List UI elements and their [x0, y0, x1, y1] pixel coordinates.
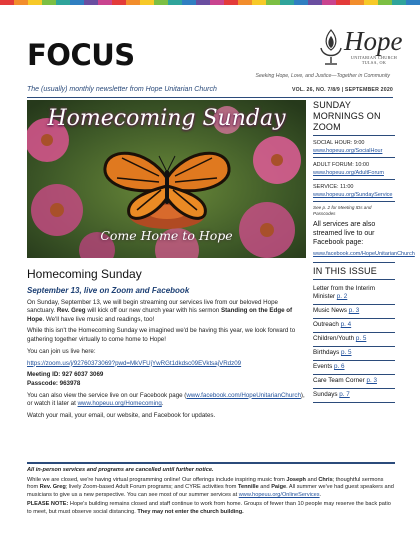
stripe-segment [238, 0, 252, 5]
subtitle-row [27, 86, 393, 98]
divider [313, 279, 395, 280]
issue-item [313, 361, 395, 375]
sidebar-facebook-link[interactable]: www.facebook.com/HopeUnitarianChurch [313, 251, 415, 257]
article-body [27, 286, 306, 424]
issue-item-page-link[interactable]: p. 4 [340, 321, 352, 328]
stripe-segment [364, 0, 378, 5]
notice-box [27, 462, 395, 540]
hero-subtitle: Come Home to Hope [100, 228, 233, 243]
issue-item-label: Care Team Corner [313, 377, 365, 384]
issue-item-page-link[interactable]: p. 6 [334, 363, 345, 370]
stripe-segment [210, 0, 224, 5]
stripe-segment [392, 0, 406, 5]
stripe-segment [308, 0, 322, 5]
rainbow-stripe [0, 0, 420, 5]
issue-item-label: Letter from the Interim Minister [313, 285, 375, 300]
issue-item [313, 375, 395, 389]
article-paragraph: You can join us live here: [27, 347, 96, 355]
stripe-segment [168, 0, 182, 5]
divider [313, 262, 395, 263]
stripe-segment [196, 0, 210, 5]
article-paragraph: Watch your mail, your email, our website, and Facebook for updates. [27, 411, 216, 419]
issue-item-label: Outreach [313, 321, 339, 328]
notice-paragraph: PLEASE NOTE: Hope's building remains closed and staff continue to work from home. Groups of fewer than 10 people may reserve the back patio to meet, but must observe social distancing. They may not enter the church building. [27, 501, 391, 515]
stripe-segment [70, 0, 84, 5]
hero-title: Homecoming Sunday [47, 106, 286, 131]
issue-item-label: Birthdays [313, 349, 340, 356]
issue-item-page-link[interactable]: p. 2 [336, 293, 348, 300]
stripe-segment [182, 0, 196, 5]
service-link[interactable]: www.hopeuu.org/SundayService [313, 192, 393, 198]
issue-item-label: Sundays [313, 391, 338, 398]
notice-paragraph: While we are closed, we're having virtual programming online! Our offerings include inspiring music from Joseph and Chris; thoughtful sermons from Rev. Greg; lively Zoom-based Adult Forum programs; and CYRE activities from Tennille and Paige. All summer we've had guest speakers and musicians to give us a new perspective. You can see most of our summer services at www.hopeuu.org/OnlineServices. [27, 476, 394, 498]
stripe-segment [294, 0, 308, 5]
stripe-segment [350, 0, 364, 5]
newsletter-subtitle: The (usually) monthly newsletter from Hope Unitarian Church [27, 86, 217, 93]
divider [313, 179, 395, 180]
issue-item-label: Music News [313, 307, 347, 314]
service-time: SERVICE: 11:00 [313, 184, 354, 190]
stripe-segment [84, 0, 98, 5]
divider [313, 135, 395, 136]
issue-item [313, 389, 395, 403]
stripe-segment [406, 0, 420, 5]
newsletter-title: FOCUS [27, 38, 135, 72]
article-paragraph: You can also view the service live on our Facebook page (www.facebook.com/HopeUnitarianChurch), or watch it later at www.hopeuu.org/Homecoming. [27, 391, 305, 407]
issue-item [313, 283, 395, 305]
volume-info: VOL. 26, NO. 7/8/9 | SEPTEMBER 2020 [292, 87, 393, 93]
stripe-segment [322, 0, 336, 5]
stripe-segment [42, 0, 56, 5]
issue-item [313, 333, 395, 347]
notice-lead: All in-person services and programs are cancelled until further notice. [27, 467, 214, 473]
adult-forum-time: ADULT FORUM: 10:00 [313, 162, 370, 168]
issue-item-page-link[interactable]: p. 3 [366, 377, 377, 384]
meeting-details: Meeting ID: 927 6037 3069 [27, 371, 104, 379]
stripe-segment [28, 0, 42, 5]
stripe-segment [252, 0, 266, 5]
stripe-segment [56, 0, 70, 5]
issue-item [313, 305, 395, 319]
sidebar-heading: SUNDAY MORNINGS ON ZOOM [313, 100, 381, 132]
church-logo [316, 26, 403, 72]
issue-list [313, 283, 395, 403]
stripe-segment [280, 0, 294, 5]
logo-wordmark: Hope [344, 26, 403, 56]
social-hour-link[interactable]: www.hopeuu.org/SocialHour [313, 148, 383, 154]
issue-item-label: Events [313, 363, 333, 370]
stripe-segment [14, 0, 28, 5]
stripe-segment [112, 0, 126, 5]
adult-forum-link[interactable]: www.hopeuu.org/AdultForum [313, 170, 384, 176]
logo-subtitle: UNITARIAN CHURCH TULSA, OK [350, 55, 398, 65]
hero-image [27, 100, 306, 258]
social-hour-time: SOCIAL HOUR: 9:00 [313, 140, 365, 146]
meeting-passcode: Passcode: 963978 [27, 379, 81, 387]
issue-item [313, 319, 395, 333]
stripe-segment [0, 0, 14, 5]
article-paragraph: While this isn't the Homecoming Sunday we imagined we'd be having this year, we look forward to gathering together virtually to come home to Hope! [27, 327, 296, 343]
article-paragraph: On Sunday, September 13, we will begin streaming our services live from our beloved Hope sanctuary. Rev. Greg will kick off our new church year with his sermon Standing on the Edge of Hope. We'll have live music and readings, too! [27, 299, 293, 323]
chalice-icon [316, 28, 346, 68]
stripe-segment [378, 0, 392, 5]
streamed-note: All services are also streamed live to our Facebook page: [313, 221, 376, 246]
stripe-segment [224, 0, 238, 5]
issue-item-page-link[interactable]: p. 5 [355, 335, 367, 342]
issue-item [313, 347, 395, 361]
meeting-id-note: See p. 2 for Meeting IDs and Passcodes [313, 205, 372, 216]
stripe-segment [154, 0, 168, 5]
divider [313, 201, 395, 202]
issue-item-label: Children/Youth [313, 335, 355, 342]
issue-item-page-link[interactable]: p. 5 [341, 349, 352, 356]
article-subhead: September 13, live on Zoom and Facebook [27, 286, 190, 295]
homecoming-link[interactable]: www.hopeuu.org/Homecoming [77, 399, 162, 407]
issue-item-page-link[interactable]: p. 3 [348, 307, 360, 314]
zoom-link[interactable]: https://zoom.us/j/92760373069?pwd=MkVFUjYwRGt1dkdsc09EVktsajVRdz09 [27, 359, 242, 367]
stripe-segment [98, 0, 112, 5]
stripe-segment [336, 0, 350, 5]
issue-heading: IN THIS ISSUE [313, 266, 377, 276]
divider [313, 157, 395, 158]
article-heading: Homecoming Sunday [27, 267, 142, 281]
stripe-segment [126, 0, 140, 5]
stripe-segment [140, 0, 154, 5]
tagline: Seeking Hope, Love, and Justice—Together in Community [255, 73, 390, 79]
issue-item-page-link[interactable]: p. 7 [339, 391, 350, 398]
online-services-link[interactable]: www.hopeuu.org/OnlineServices [238, 491, 320, 498]
facebook-link[interactable]: www.facebook.com/HopeUnitarianChurch [186, 391, 301, 399]
sidebar [313, 100, 415, 461]
stripe-segment [266, 0, 280, 5]
